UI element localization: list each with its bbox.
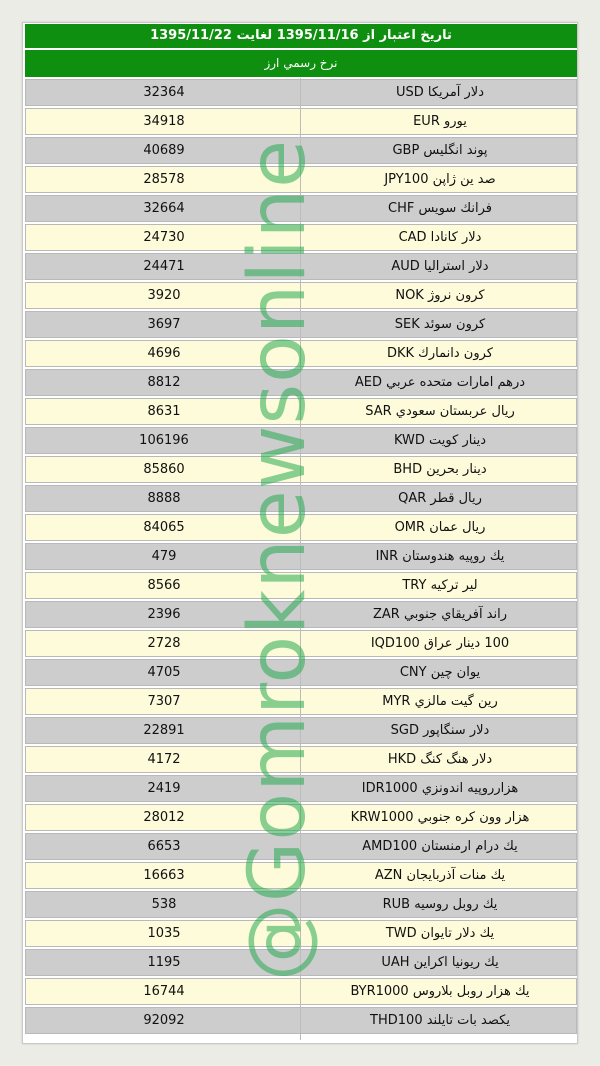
rate-row (25, 398, 577, 425)
rate-row (25, 804, 577, 831)
rate-value: 22891 (143, 723, 185, 738)
rate-row (25, 746, 577, 773)
rate-row (25, 572, 577, 599)
rate-value: 28012 (143, 810, 185, 825)
currency-name: يك هزار روبل بلاروس BYR1000 (350, 984, 530, 999)
rate-row (25, 166, 577, 193)
rate-row (25, 311, 577, 338)
currency-name: يك درام ارمنستان AMD100 (362, 839, 518, 854)
column-divider (300, 78, 301, 1040)
rate-row (25, 862, 577, 889)
rate-value: 4696 (147, 346, 181, 361)
rate-row (25, 79, 577, 106)
rate-value: 92092 (143, 1013, 185, 1028)
currency-name: يكصد بات تايلند THD100 (370, 1013, 510, 1028)
rate-value: 85860 (143, 462, 185, 477)
currency-name: يوان چين CNY (399, 665, 481, 680)
rate-value: 2728 (147, 636, 181, 651)
rate-row (25, 108, 577, 135)
currency-name: كرون سوئد SEK (394, 317, 486, 332)
rate-value: 24730 (143, 230, 185, 245)
rate-value: 2396 (147, 607, 181, 622)
rate-value: 8888 (147, 491, 181, 506)
rate-value: 8812 (147, 375, 181, 390)
currency-name: لير تركيه TRY (402, 578, 478, 593)
currency-name: 100 دينار عراق IQD100 (370, 636, 510, 651)
rate-row (25, 427, 577, 454)
rate-row (25, 717, 577, 744)
rate-value: 32664 (143, 201, 185, 216)
currency-name: كرون نروژ NOK (395, 288, 485, 303)
rate-value: 3697 (147, 317, 181, 332)
currency-name: يك ريونيا اكراين UAH (381, 955, 499, 970)
currency-name: يك منات آذربايجان AZN (374, 868, 506, 883)
currency-name: ريال قطر QAR (398, 491, 482, 506)
rate-value: 84065 (143, 520, 185, 535)
rate-row (25, 224, 577, 251)
rate-value: 4705 (147, 665, 181, 680)
rate-value: 3920 (147, 288, 181, 303)
rate-row (25, 282, 577, 309)
rate-value: 34918 (143, 114, 185, 129)
rate-value: 1035 (147, 926, 181, 941)
rate-row (25, 978, 577, 1005)
table-title: نرخ رسمي ارز (25, 50, 577, 77)
currency-name: دلار كانادا CAD (398, 230, 482, 245)
currency-name: كرون دانمارك DKK (386, 346, 493, 361)
currency-name: دلار سنگاپور SGD (390, 723, 490, 738)
currency-name: پوند انگليس GBP (392, 143, 488, 158)
rate-row (25, 775, 577, 802)
rate-value: 4172 (147, 752, 181, 767)
currency-name: يك روبل روسيه RUB (382, 897, 498, 912)
rate-row (25, 456, 577, 483)
rate-value: 538 (151, 897, 177, 912)
rate-row (25, 920, 577, 947)
currency-name: راند آفريقاي جنوبي ZAR (372, 607, 508, 622)
currency-name: دلار هنگ كنگ HKD (387, 752, 493, 767)
rate-row (25, 630, 577, 657)
rate-value: 8566 (147, 578, 181, 593)
currency-name: درهم امارات متحده عربي AED (354, 375, 526, 390)
rate-value: 106196 (139, 433, 189, 448)
currency-name: ريال عربستان سعودي SAR (365, 404, 515, 419)
rate-row (25, 891, 577, 918)
currency-name: ريال عمان OMR (394, 520, 486, 535)
watermark: @Gomroknewsonline (233, 138, 323, 982)
rate-value: 28578 (143, 172, 185, 187)
currency-name: يك روپيه هندوستان INR (375, 549, 505, 564)
rate-row (25, 659, 577, 686)
currency-name: هزار وون كره جنوبي KRW1000 (350, 810, 530, 825)
rate-value: 6653 (147, 839, 181, 854)
rate-row (25, 833, 577, 860)
currency-name: رين گيت مالزي MYR (382, 694, 498, 709)
rate-value: 7307 (147, 694, 181, 709)
rate-value: 32364 (143, 85, 185, 100)
rate-row (25, 485, 577, 512)
rate-value: 479 (151, 549, 177, 564)
rate-value: 1195 (147, 955, 181, 970)
rate-row (25, 369, 577, 396)
rate-value: 24471 (143, 259, 185, 274)
rate-value: 40689 (143, 143, 185, 158)
currency-name: دلار آمريكا USD (395, 85, 485, 100)
currency-name: فرانك سويس CHF (388, 201, 492, 216)
rate-row (25, 688, 577, 715)
rate-value: 16663 (143, 868, 185, 883)
currency-name: صد ين ژاپن JPY100 (384, 172, 496, 187)
currency-name: دينار بحرين BHD (393, 462, 487, 477)
rate-row (25, 253, 577, 280)
currency-name: يورو EUR (413, 114, 467, 129)
rates-table (25, 79, 577, 1036)
rate-value: 16744 (143, 984, 185, 999)
rate-row (25, 543, 577, 570)
rate-row (25, 1007, 577, 1034)
rate-row (25, 601, 577, 628)
currency-name: دينار كويت KWD (393, 433, 487, 448)
rate-value: 8631 (147, 404, 181, 419)
rate-row (25, 195, 577, 222)
rate-row (25, 340, 577, 367)
currency-name: هزارروپيه اندونزي IDR1000 (361, 781, 519, 796)
currency-name: يك دلار تايوان TWD (385, 926, 495, 941)
rate-row (25, 137, 577, 164)
validity-header: تاريخ اعتبار از 1395/11/16 لغايت 1395/11/22 (25, 24, 577, 48)
rate-value: 2419 (147, 781, 181, 796)
currency-name: دلار استراليا AUD (391, 259, 489, 274)
rate-row (25, 949, 577, 976)
rate-row (25, 514, 577, 541)
